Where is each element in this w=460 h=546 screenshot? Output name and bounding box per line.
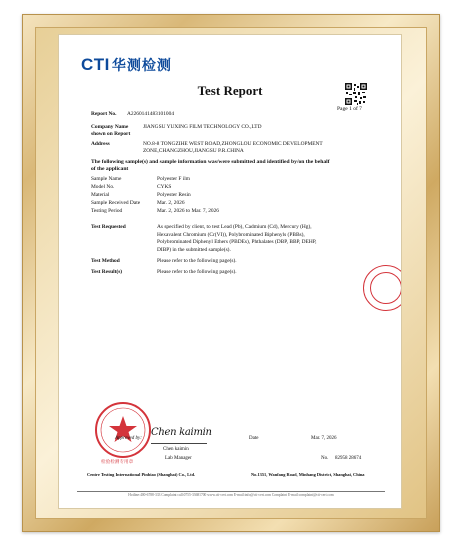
signature-line <box>151 443 207 444</box>
company-name-label: Company Name shown on Report <box>91 124 131 137</box>
footer-divider <box>77 491 385 492</box>
sample-name-label: Sample Name <box>91 176 122 182</box>
received-date-label: Sample Received Date <box>91 200 141 206</box>
inspection-seal-icon <box>93 400 153 460</box>
test-requested-line-3: Polybrominated Diphenyl Ethers (PBDEs), Phthalates (DBP, BBP, DEHP, <box>157 239 317 245</box>
date-value: Mar. 7, 2026 <box>311 436 337 441</box>
address-label: Address <box>91 141 110 147</box>
qr-code-icon <box>345 83 367 105</box>
report-page <box>58 34 402 509</box>
test-results-label: Test Result(s) <box>91 269 123 275</box>
approved-by-label: Approved by: <box>115 436 142 441</box>
sample-name-value: Polyester F ilm <box>157 176 190 182</box>
address-line-1: NO.8-8 TONGZIHE WEST ROAD,ZHONGLOU ECONOMIC DEVELOPMENT <box>143 141 323 147</box>
cti-logo <box>81 55 172 75</box>
sample-intro-line-1: The following sample(s) and sample information was/were submitted and identified by/on the behalf <box>91 159 330 165</box>
signer-role: Lab Manager <box>165 456 192 461</box>
cert-no-label: No. <box>321 456 329 461</box>
report-no-label: Report No. <box>91 111 117 117</box>
company-footer-right: No.1351, Wanfang Road, Minhang District, Shanghai, China <box>251 472 365 477</box>
test-requested-line-2: Hexavalent Chromium (Cr(VI)), Polybrominated Biphenyls (PBBs), <box>157 231 305 238</box>
sample-intro-line-2: of the applicant <box>91 166 129 172</box>
seal-stamp-right <box>363 265 402 311</box>
company-name-value: JIANGSU YUXING FILM TECHNOLOGY CO.,LTD <box>143 124 262 130</box>
model-no-value: CYKS <box>157 184 172 190</box>
material-label: Material <box>91 192 110 198</box>
stamp-text: 检验检测专用章 <box>101 460 134 465</box>
logo-brand: CTI <box>81 55 110 74</box>
address-line-2: ZONE,CHANGZHOU,JIANGSU P.R.CHINA <box>143 148 244 154</box>
model-no-label: Model No. <box>91 184 115 190</box>
cert-no-value: 82958 28674 <box>335 456 362 461</box>
testing-period-value: Mar. 2, 2026 to Mar. 7, 2026 <box>157 208 219 214</box>
testing-period-label: Testing Period <box>91 208 123 214</box>
test-requested-line-1: As specified by client, to test Lead (Pb), Cadmium (Cd), Mercury (Hg), <box>157 224 312 230</box>
signer-name: Chen kaimin <box>163 447 189 452</box>
test-requested-label: Test Requested <box>91 224 126 230</box>
report-no-value: A2260141483101004 <box>127 111 175 117</box>
company-footer-left: Centre Testing International Pinbiao (Shanghai) Co., Ltd. <box>87 472 196 477</box>
logo-chinese: 华测检测 <box>111 58 172 74</box>
test-results-value: Please refer to the following page(s). <box>157 269 237 275</box>
date-label: Date <box>249 436 259 441</box>
test-requested-line-4: DIBP) in the submitted sample(s). <box>157 246 231 253</box>
material-value: Polyester Resin <box>157 192 191 198</box>
test-method-value: Please refer to the following page(s). <box>157 258 237 264</box>
report-title: Test Report <box>197 83 263 98</box>
received-date-value: Mar. 2, 2026 <box>157 200 185 206</box>
test-method-label: Test Method <box>91 258 120 264</box>
page-number: Page 1 of 7 <box>337 106 362 112</box>
signature: Chen kaimin <box>151 427 212 438</box>
footer-contact: Hotline:400-6788-333 Complaint call:0755-33681700 www.cti-cert.com E-mail:info@cti-cert.com Complaint E-mail:complaint@cti-cert.com <box>128 493 334 497</box>
